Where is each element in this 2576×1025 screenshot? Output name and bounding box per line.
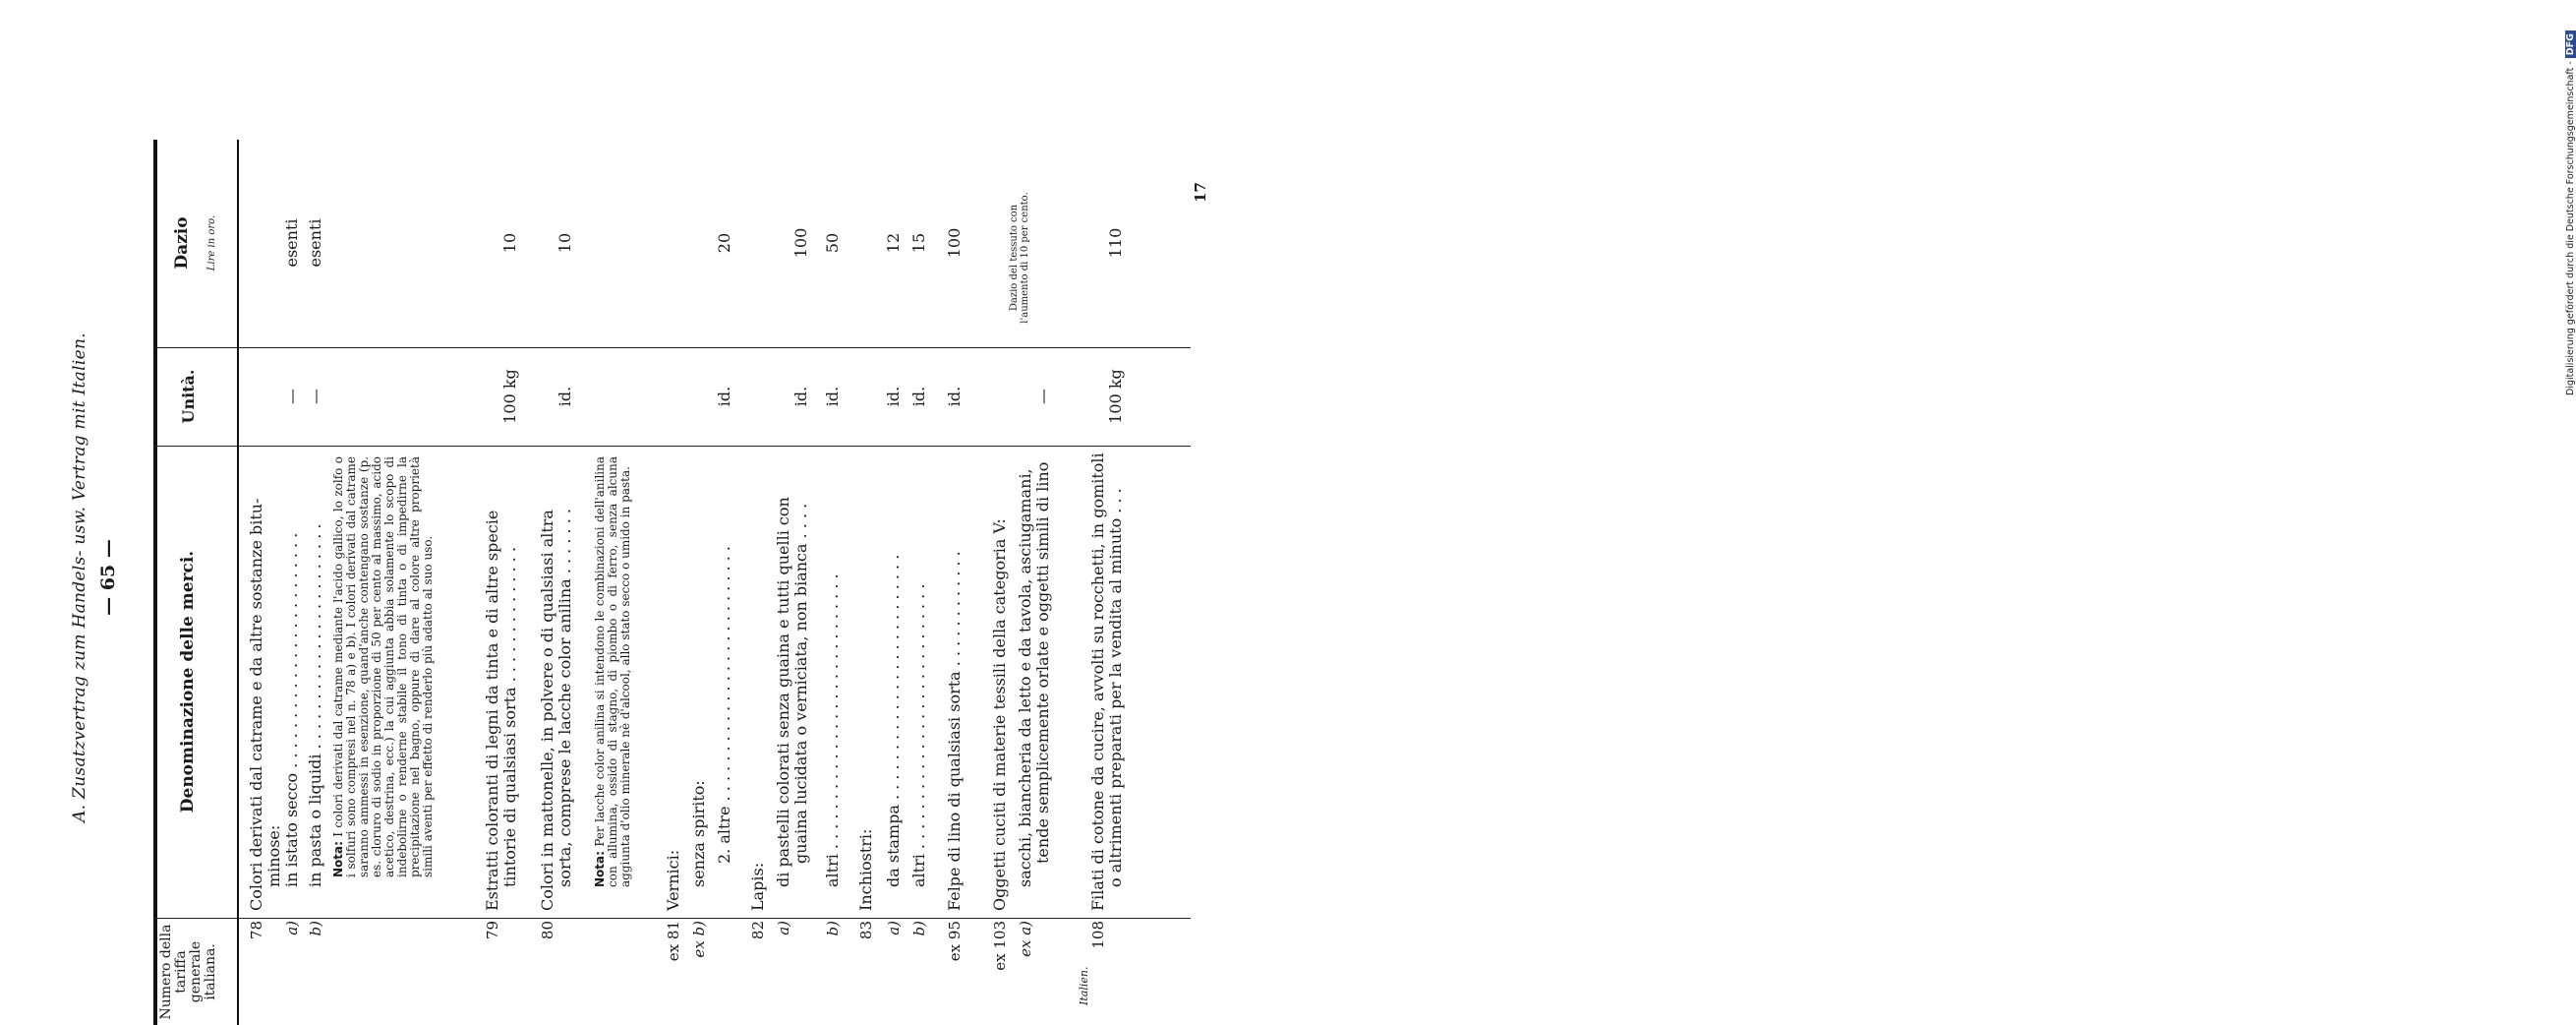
goods-description (484, 456, 519, 911)
goods-description (991, 456, 1009, 911)
goods-description (946, 456, 964, 911)
description-line: Colori derivati dal catrame e da altre sostanze bitu- (247, 498, 265, 911)
unit-cell: id. (945, 386, 964, 407)
description-line: Colori in mattonelle, in polvere o di qualsiasi altra (538, 510, 556, 911)
goods-description (283, 456, 301, 887)
tariff-number: 79 (484, 921, 501, 940)
tariff-number: 82 (749, 921, 767, 940)
sidebar-credit: Digitalisierung gefördert durch die Deutsche Forschungsgemeinschaft - (2565, 61, 2576, 395)
goods-description (716, 456, 733, 864)
unit-cell: — (306, 389, 324, 404)
duty-cell: 20 (715, 232, 733, 254)
description-line: Estratti coloranti di legni da tinta e di altre specie (483, 510, 501, 911)
duty-cell: 50 (823, 232, 842, 254)
goods-description (910, 456, 928, 887)
duty-cell: 100 (791, 227, 810, 259)
header-number: Numero della tariffa generale italiana. (158, 924, 218, 1020)
description-line: in istato secco . . . . . . . . . . . . . . . . . . . . . . . . (282, 532, 301, 887)
description-line: Lapis: (748, 862, 767, 911)
duty-cell: 110 (1106, 227, 1125, 259)
duty-cell: 10 (556, 232, 574, 254)
note-label: Nota: (331, 841, 345, 877)
description-line: Inchiostri: (856, 828, 875, 911)
unit-cell: id. (884, 386, 903, 407)
duty-cell: 100 (945, 227, 964, 259)
goods-description (749, 456, 767, 911)
goods-description (307, 456, 324, 887)
unit-cell: id. (909, 386, 928, 407)
tariff-number: a) (775, 921, 792, 935)
goods-description (1088, 452, 1125, 911)
tariff-number: a) (885, 921, 903, 935)
note-body: I colori derivati dal catrame mediante l'acido gallico, lo zolfo o i solfuri sono compresi nel n. 78 a) e b). I colori derivati dal catrame saranno ammessi in esenzione, quand'anche contengano sostanze (p. es. cloruro di sodio in proporzione di 50 per cento al massimo, acido acetico, destrina, ecc.) la cui aggiunta abbia solamente lo scopo di indebolirne o renderne stabile il tono di tinta o di impedirne la precipitazione nel bagno, oppure di dare al colore altre proprietà simili aventi per effetto di renderlo più adatto al suo uso. (331, 456, 435, 877)
description-line: Vernici: (664, 849, 682, 911)
description-line: 2. altre . . . . . . . . . . . . . . . . . . . . . . . . . . (715, 545, 733, 864)
goods-description (690, 456, 708, 887)
goods-description (824, 456, 842, 887)
tariff-number: b) (824, 921, 842, 936)
description-line: o altrimenti preparati per la vendita al minuto . . . (1106, 488, 1125, 887)
table-top-rule (153, 140, 157, 1025)
description-line: sacchi, biancheria da letto e da tavola, asciugamani, (1016, 468, 1034, 887)
description-line: Felpe di lino di qualsiasi sorta . . . . . . . . . . . . (945, 551, 964, 911)
tariff-number: 78 (248, 921, 265, 940)
goods-description (1017, 456, 1052, 887)
column-divider (153, 446, 1191, 447)
tariff-table (153, 140, 1259, 1025)
note-label: Nota: (593, 851, 607, 887)
header-denomination: Denominazione delle merci. (178, 550, 198, 814)
unit-cell: 100 kg (500, 369, 519, 424)
header-duty-unit: Lire in oro. (206, 214, 217, 271)
duty-cell: 10 (500, 232, 519, 254)
duty-cell: esenti (306, 218, 324, 268)
page-signature: 17 (1192, 182, 1209, 203)
tariff-number: 108 (1089, 921, 1107, 949)
note-text (332, 456, 435, 877)
duty-cell: esenti (282, 218, 301, 268)
note-body: Per lacche color anilina si intendono le combinazioni dell'anilina con allumina, ossido di stagno, di piombo o di ferro, senza alcuna aggiunta d'olio minerale nè d'alcool, allo stato secco o umido in pasta. (593, 456, 632, 887)
header-unit: Unità. (179, 369, 198, 424)
goods-description (332, 456, 435, 877)
goods-description (539, 456, 574, 911)
footer-italien: Italien. (1078, 966, 1090, 1005)
header-rule (237, 140, 239, 1025)
note-text (594, 456, 632, 887)
unit-cell: id. (715, 386, 733, 407)
description-line: minose: (264, 824, 283, 887)
tariff-number: a) (283, 921, 301, 935)
tariff-number: 83 (857, 921, 875, 940)
tariff-number: b) (307, 921, 324, 936)
description-line: sorta, comprese le lacche color anilina . . . . . . . (556, 509, 574, 887)
tariff-number: ex b) (690, 921, 708, 958)
goods-description (885, 456, 903, 887)
duty-cell: 15 (909, 232, 928, 254)
description-line: altri . . . . . . . . . . . . . . . . . . . . . . . . . . . . (823, 573, 842, 887)
unit-cell: id. (823, 386, 842, 407)
description-line: tintorie di qualsiasi sorta . . . . . . . . . . . . . . (500, 546, 519, 887)
goods-description (594, 456, 632, 887)
sidebar-text (2565, 30, 2576, 395)
description-line: tende semplicemente orlate e oggetti simili di lino (1033, 461, 1052, 864)
duty-cell: 12 (884, 232, 903, 254)
goods-description (665, 456, 682, 911)
goods-description (857, 456, 875, 911)
description-line: altri . . . . . . . . . . . . . . . . . . . . . . . . . . . (909, 583, 928, 887)
tariff-number: 80 (539, 921, 556, 940)
goods-description (775, 456, 810, 887)
goods-description (248, 456, 283, 911)
tariff-number: ex 95 (946, 921, 964, 962)
header-duty (159, 140, 236, 346)
description-line: senza spirito: (689, 780, 708, 887)
unit-cell: id. (791, 386, 810, 407)
page-number: — 65 — (97, 539, 119, 616)
rotated-page (65, 90, 1125, 1025)
unit-cell: — (1033, 389, 1052, 404)
unit-cell: id. (556, 386, 574, 407)
tariff-number: ex 81 (665, 921, 682, 962)
unit-cell: 100 kg (1106, 369, 1125, 424)
description-line: di pastelli colorati senza guaina e tutti quelli con (774, 497, 792, 887)
tariff-number: b) (910, 921, 928, 936)
duty-note: Dazio del tessuto con l'aumento di 10 per cento. (1009, 192, 1030, 324)
digitization-sidebar (1275, 10, 2576, 974)
description-line: Filati di cotone da cucire, avvolti su rocchetti, in gomitoli (1088, 452, 1107, 911)
tariff-number: ex a) (1017, 921, 1034, 957)
description-line: Oggetti cuciti di materie tessili della categoria V: (990, 518, 1009, 911)
description-line: guaina lucidata o verniciata, non bianca . . . . (791, 503, 810, 864)
unit-cell: — (282, 389, 301, 404)
running-head (65, 90, 119, 1025)
running-title: A. Zusatzvertrag zum Handels- usw. Vertrag mit Italien. (70, 332, 89, 822)
description-line: da stampa . . . . . . . . . . . . . . . . . . . . . . . . . (884, 554, 903, 887)
dfg-logo: DFG (2565, 30, 2576, 58)
column-divider (153, 918, 1191, 919)
tariff-number: ex 103 (991, 921, 1009, 971)
header-duty-label: Dazio (172, 216, 192, 270)
description-line: in pasta o liquidi . . . . . . . . . . . . . . . . . . . . . . . (306, 523, 324, 887)
duty-cell (1009, 179, 1030, 336)
